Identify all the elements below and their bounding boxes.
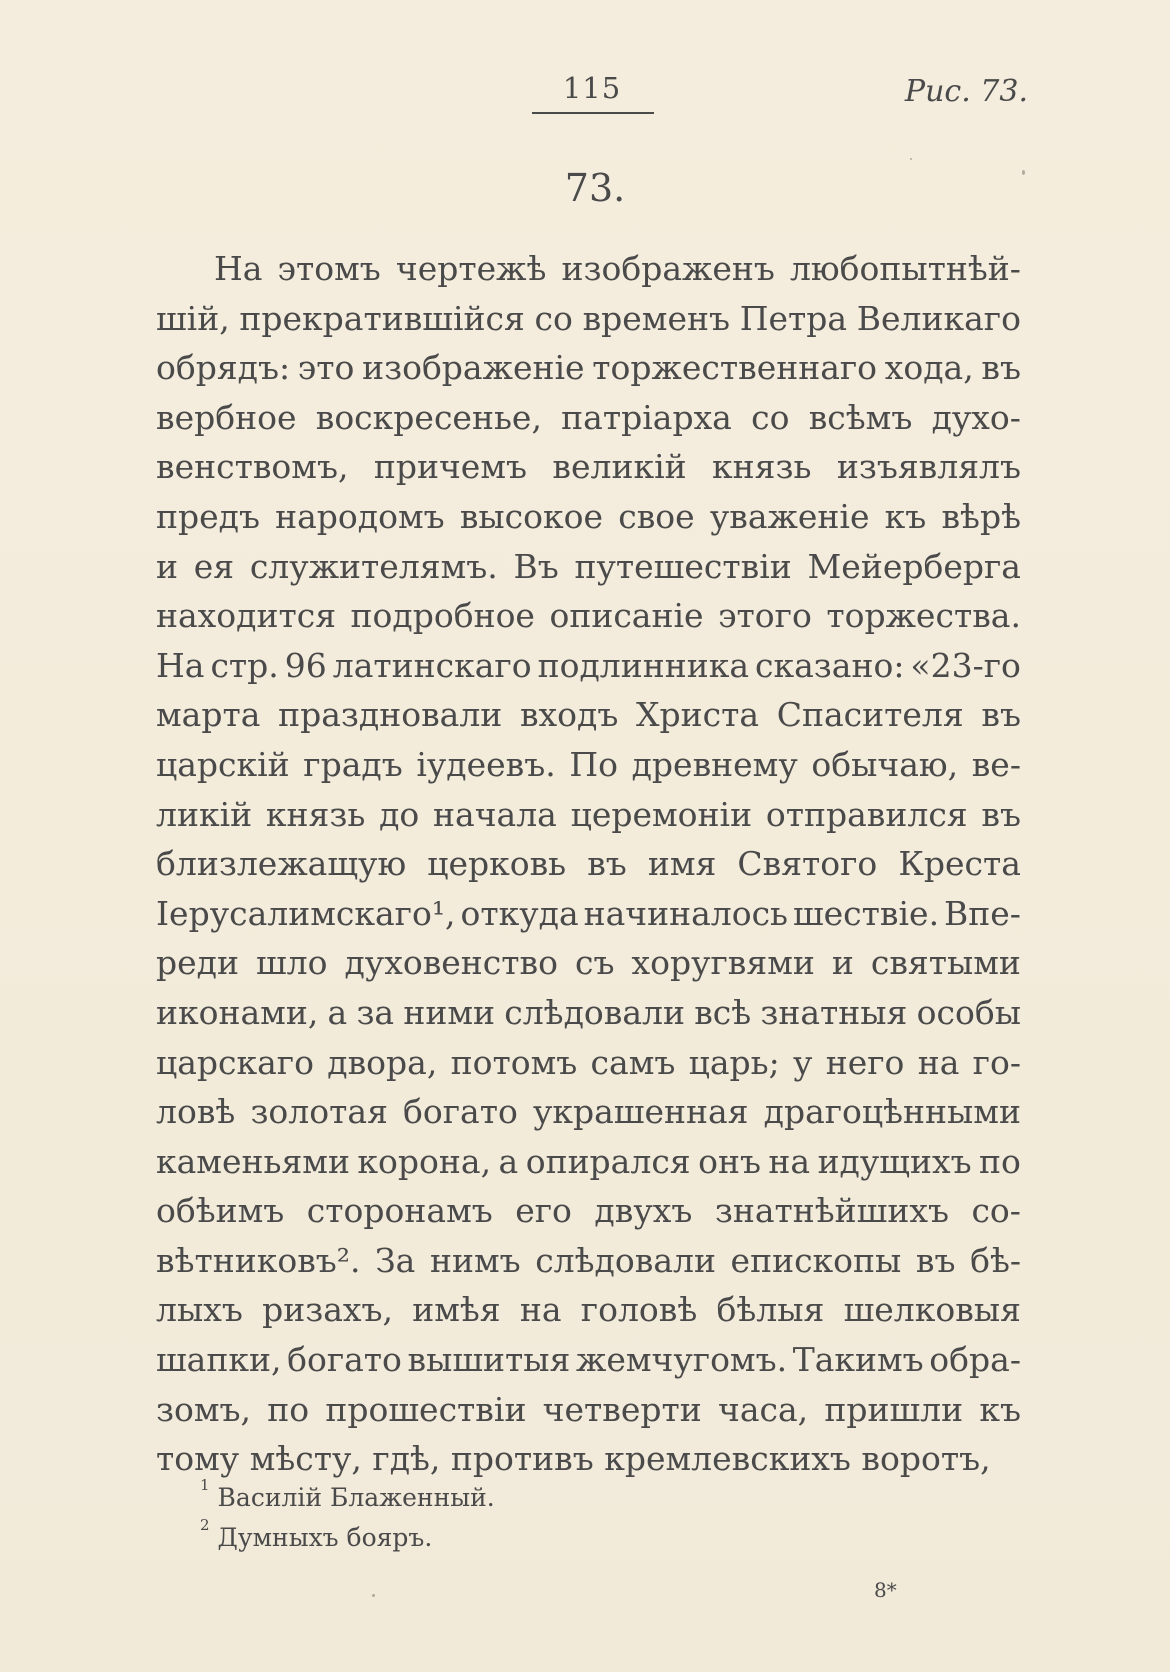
body-line: шій, прекратившійся со временъ Петра Великаго [156,298,1021,338]
header-rule [532,112,654,114]
page-number: 115 [562,71,622,105]
body-line: вѣтниковъ². За нимъ слѣдовали епископы въ бѣ- [156,1240,1021,1280]
body-line: царскій градъ іудеевъ. По древнему обычаю, ве- [156,744,1021,784]
body-line: предъ народомъ высокое свое уваженіе къ вѣрѣ [156,496,1021,536]
body-line: каменьями корона, а опирался онъ на идущихъ по [156,1141,1021,1181]
body-line: обрядъ: это изображеніе торжественнаго хода, въ [156,348,1021,388]
body-line: близлежащую церковь въ имя Святого Креста [156,844,1021,884]
body-line: и ея служителямъ. Въ путешествіи Мейерберга [156,546,1021,586]
body-line: вербное воскресенье, патріарха со всѣмъ духо- [156,397,1021,437]
body-line: Іерусалимскаго¹, откуда начиналось шествіе. Впе- [156,893,1021,933]
body-line: реди шло духовенство съ хоругвями и святыми [156,943,1021,983]
body-line: тому мѣсту, гдѣ, противъ кремлевскихъ воротъ, [156,1439,991,1479]
figure-label: Рис. 73. [904,74,1028,109]
body-line: иконами, а за ними слѣдовали всѣ знатныя особы [156,992,1021,1032]
body-line: ликій князь до начала церемоніи отправился въ [156,794,1021,834]
print-speck [910,158,912,160]
body-text [156,244,1021,1484]
body-line: находится подробное описаніе этого торжества. [156,596,1021,636]
body-line: обѣимъ сторонамъ его двухъ знатнѣйшихъ со- [156,1191,1021,1231]
print-speck [1022,170,1025,175]
body-line: царскаго двора, потомъ самъ царь; у него на го- [156,1042,1021,1082]
footnote-marker: 2 [200,1516,210,1534]
footnotes [200,1478,720,1558]
footnote-1 [200,1478,720,1518]
footnote-2 [200,1518,720,1558]
body-line: зомъ, по прошествіи четверти часа, пришли къ [156,1389,1021,1429]
body-line: шапки, богато вышитыя жемчугомъ. Такимъ обра- [156,1340,1021,1380]
body-line: венствомъ, причемъ великій князь изъявлялъ [156,447,1021,487]
body-line: ловѣ золотая богато украшенная драгоцѣнными [156,1092,1021,1132]
section-number: 73. [564,166,626,210]
footnote-text: Думныхъ бояръ. [217,1523,433,1552]
body-line: На стр. 96 латинскаго подлинника сказано: «23-го [156,645,1021,685]
footnote-text: Василій Блаженный. [217,1483,495,1512]
body-line: На этомъ чертежѣ изображенъ любопытнѣй- [214,249,1021,288]
body-line: лыхъ ризахъ, имѣя на головѣ бѣлыя шелковыя [156,1290,1021,1330]
footnote-marker: 1 [200,1476,210,1494]
signature-mark: 8* [874,1578,897,1602]
body-line: марта праздновали входъ Христа Спасителя въ [156,695,1021,735]
print-speck [372,1594,375,1597]
